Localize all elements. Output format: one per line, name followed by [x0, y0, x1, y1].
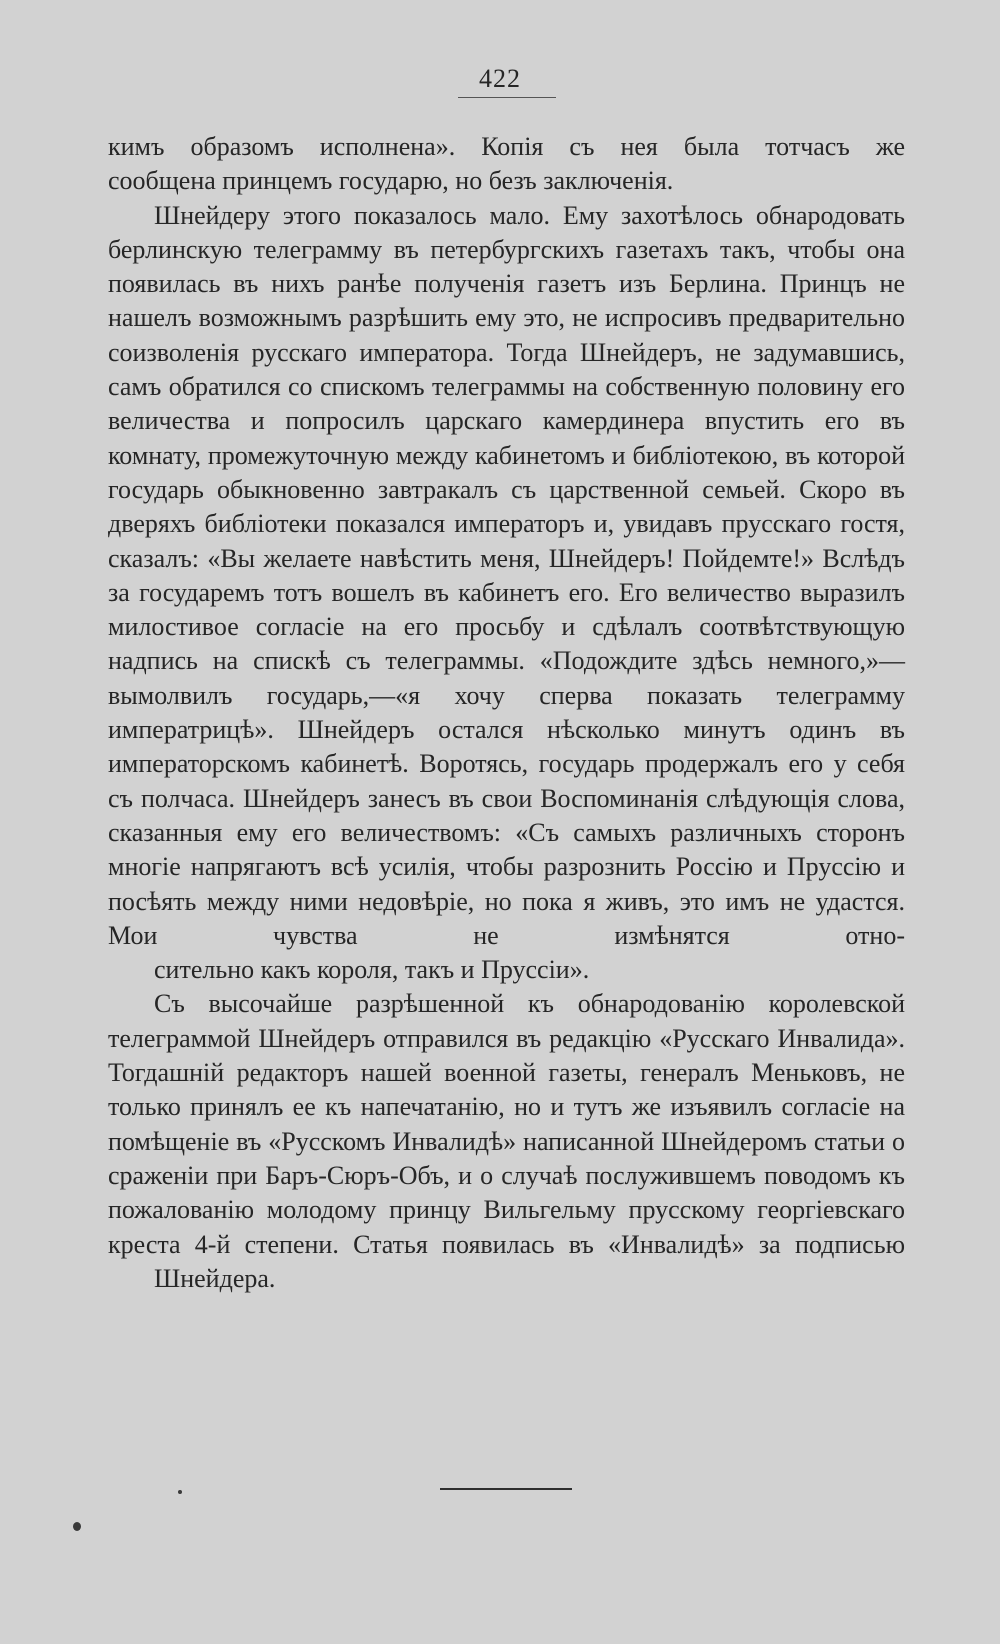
ink-speck: [73, 1522, 81, 1531]
paragraph-1-last-line: сообщена принцемъ государю, но безъ заключенія.: [108, 166, 674, 196]
paragraph-2-last-line: сительно какъ короля, такъ и Пруссіи».: [154, 955, 590, 985]
end-divider-rule: [440, 1488, 572, 1490]
page-number-underline: [458, 97, 556, 98]
paragraph-2-text: Шнейдеру этого показалось мало. Ему захотѣлось обнародовать берлинскую телеграмму въ петербургскихъ газетахъ такъ, чтобы она появилась въ нихъ ранѣе полученія газетъ изъ Берлина. Принцъ не нашелъ возможнымъ разрѣшить ему это, не испросивъ предварительно соизволенія русскаго императора. Тогда Шнейдеръ, не задумавшись, самъ обратился со спискомъ телеграммы на собственную половину его величества и попросилъ царскаго камердинера впустить его въ комнату, промежуточную между кабинетомъ и библіотекою, въ которой государь обыкновенно завтракалъ съ царственной семьей. Скоро въ дверяхъ библіотеки показался императоръ и, увидавъ прусскаго гостя, сказалъ: «Вы желаете навѣстить меня, Шнейдеръ! Пойдемте!» Вслѣдъ за государемъ тотъ вошелъ въ кабинетъ его. Его величество выразилъ милостивое согласіе на его просьбу и сдѣлалъ соотвѣтствующую надпись на спискѣ съ телеграммы. «Подождите здѣсь немного,»—вымолвилъ государь,—«я хочу сперва показать телеграмму императрицѣ». Шнейдеръ остался нѣсколько минутъ одинъ въ императорскомъ кабинетѣ. Воротясь, государь продержалъ его у себя съ полчаса. Шнейдеръ занесъ въ свои Воспоминанія слѣдующія слова, сказанныя ему его величествомъ: «Съ самыхъ различныхъ сторонъ многіе напрягаютъ всѣ усилія, чтобы разрознить Россію и Пруссію и посѣять между ними недовѣріе, но пока я живъ, это имъ не удастся. Мои чувства не измѣнятся отно-: [108, 200, 905, 950]
paragraph-2: [108, 199, 905, 988]
page-number: 422: [479, 64, 521, 93]
paragraph-3: [108, 987, 905, 1296]
paragraph-3-last-line: Шнейдера.: [154, 1263, 276, 1293]
paragraph-1: [108, 130, 905, 199]
paragraph-3-text: Съ высочайше разрѣшенной къ обнародованію королевской телеграммой Шнейдеръ отправился въ редакцію «Русскаго Инвалида». Тогдашній редакторъ нашей военной газеты, генералъ Меньковъ, не только принялъ ее къ напечатанію, но и тутъ же изъявилъ согласіе на помѣщеніе въ «Русскомъ Инвалидѣ» написанной Шнейдеромъ статьи о сраженіи при Баръ-Сюръ-Объ, и о случаѣ послужившемъ поводомъ къ пожалованію молодому принцу Вильгельму прусскому георгіевскаго креста 4-й степени. Статья появилась въ «Инвалидѣ» за подписью: [108, 989, 905, 1259]
text-body: [108, 130, 905, 1296]
ink-speck: [178, 1490, 182, 1494]
paragraph-1-text: кимъ образомъ исполнена». Копія съ нея была тотчасъ же: [108, 132, 905, 161]
